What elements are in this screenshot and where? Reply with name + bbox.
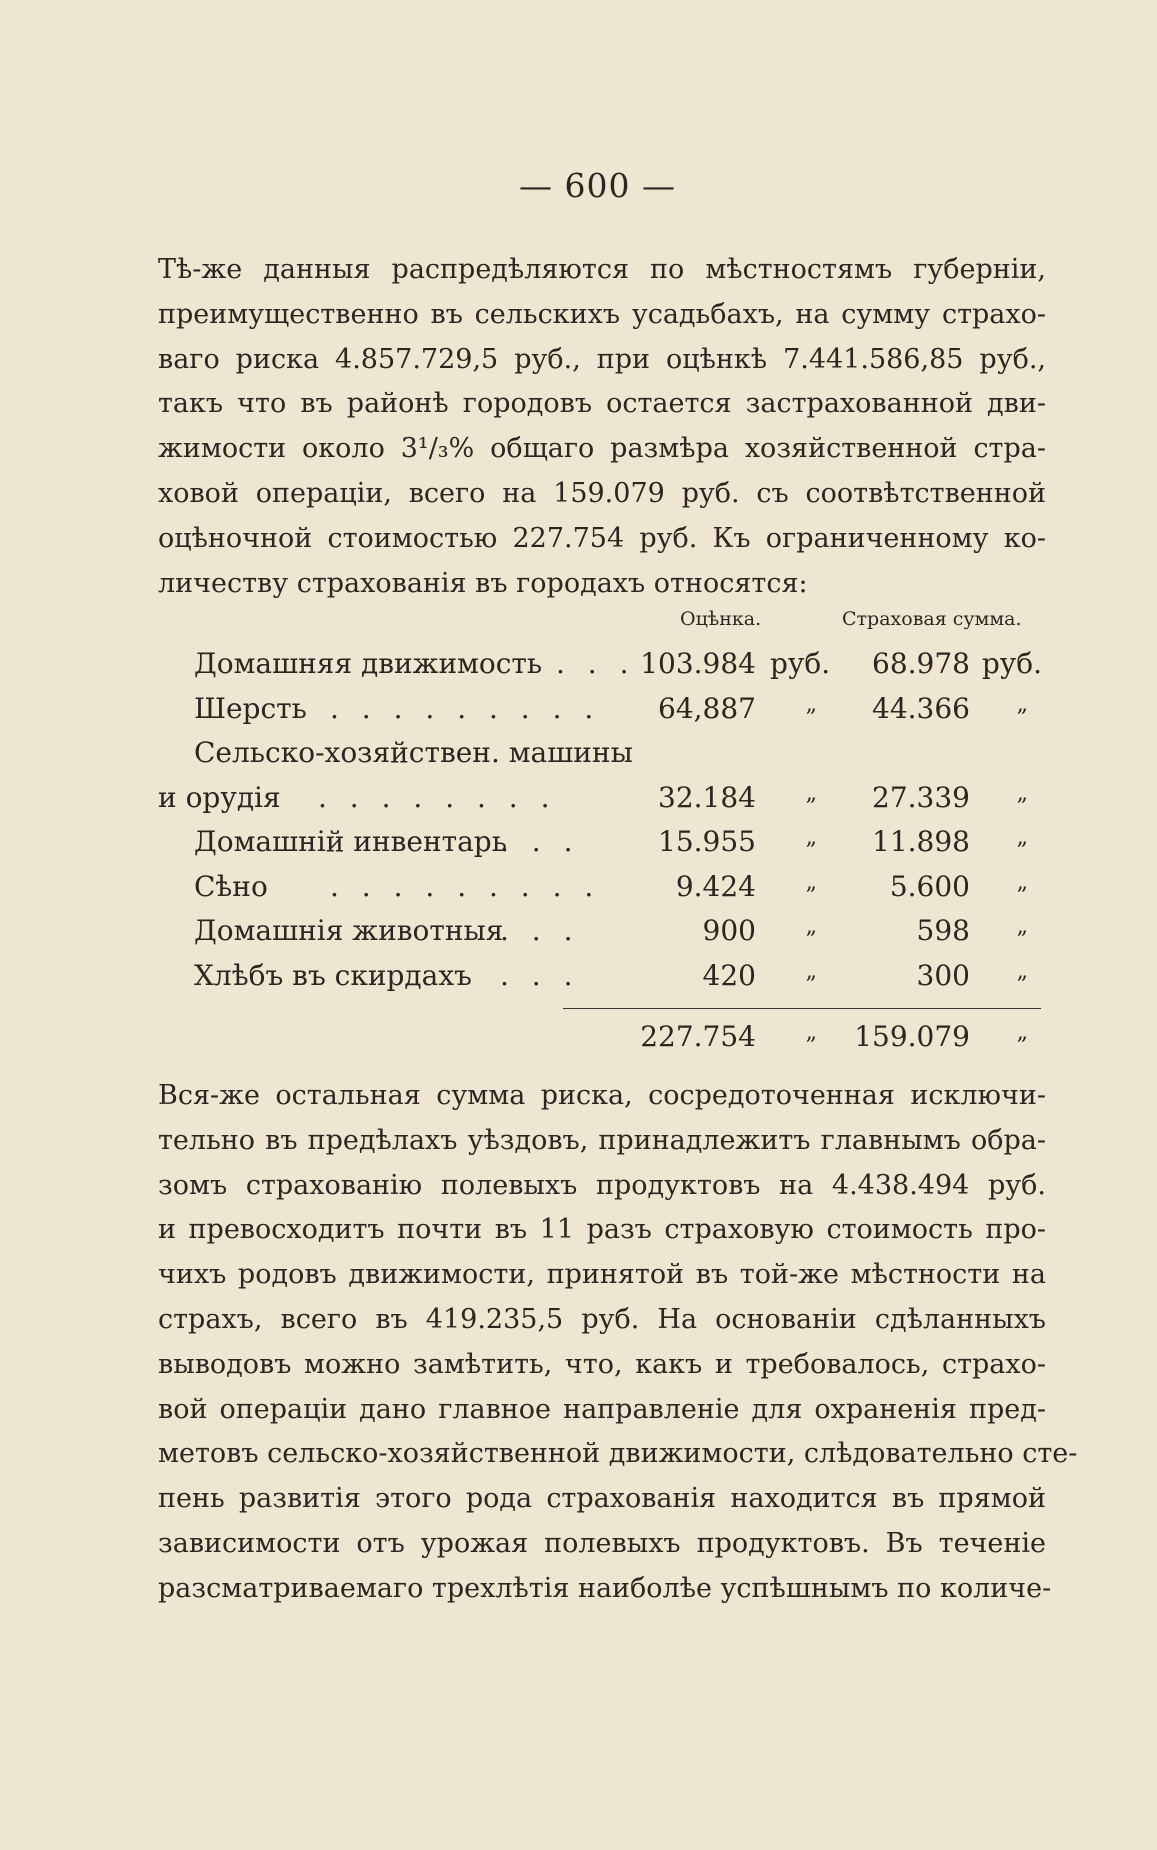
column-header-insured-sum: Страховая сумма.: [842, 608, 1022, 630]
insured-cell: 5.600: [889, 870, 970, 903]
text-line: такъ что въ районѣ городовъ остается застрахованной дви-: [158, 388, 1046, 420]
unit-cell: руб.: [770, 647, 831, 680]
ditto-mark: „: [805, 914, 817, 939]
row-label: и орудія: [158, 781, 281, 814]
ditto-mark: „: [805, 692, 817, 717]
row-dots: . . .: [556, 647, 636, 680]
ditto-mark: „: [1016, 870, 1028, 895]
text-line: жимости около 3¹/₃% общаго размѣра хозяйственной стра-: [158, 433, 1046, 465]
ditto-mark: „: [1016, 959, 1028, 984]
text-line: разсматриваемаго трехлѣтія наиболѣе успѣшнымъ по количе-: [158, 1572, 1052, 1604]
text-line: метовъ сельско-хозяйственной движимости, слѣдовательно сте-: [158, 1438, 1078, 1470]
ditto-mark: „: [805, 825, 817, 850]
ditto-mark: „: [805, 959, 817, 984]
total-rule: [563, 1008, 1041, 1009]
insured-cell: 68.978: [872, 647, 970, 680]
row-label: Шерсть: [194, 692, 307, 725]
row-dots: . . . . . . . . .: [330, 870, 601, 903]
text-line: преимущественно въ сельскихъ усадьбахъ, на сумму страхо-: [158, 298, 1046, 330]
valuation-cell: 32.184: [658, 781, 756, 814]
insured-cell: 598: [916, 914, 970, 947]
ditto-mark: „: [805, 781, 817, 806]
text-line: ваго риска 4.857.729,5 руб., при оцѣнкѣ 7.441.586,85 руб.,: [158, 343, 1046, 375]
table-row: [0, 870, 1157, 914]
text-line: зависимости отъ урожая полевыхъ продуктовъ. Въ теченіе: [158, 1527, 1046, 1559]
ditto-mark: „: [1016, 1020, 1028, 1045]
text-line: страхъ, всего въ 419.235,5 руб. На основаніи сдѣланныхъ: [158, 1303, 1046, 1335]
table-row: [0, 781, 1157, 825]
table-row: [0, 647, 1157, 691]
ditto-mark: „: [805, 870, 817, 895]
total-valuation: 227.754: [640, 1020, 756, 1053]
table-row: [0, 825, 1157, 869]
ditto-mark: „: [1016, 914, 1028, 939]
text-line: тельно въ предѣлахъ уѣздовъ, принадлежитъ главнымъ обра-: [158, 1124, 1046, 1156]
row-dots: . . .: [500, 825, 580, 858]
text-line: оцѣночной стоимостью 227.754 руб. Къ ограниченному ко-: [158, 522, 1046, 554]
row-dots: . . . . . . . .: [318, 781, 557, 814]
row-dots: . . .: [500, 959, 580, 992]
valuation-cell: 420: [702, 959, 756, 992]
text-line: чихъ родовъ движимости, принятой въ той-же мѣстности на: [158, 1259, 1046, 1291]
text-line: ховой операціи, всего на 159.079 руб. съ соотвѣтственной: [158, 477, 1046, 509]
table-row: [0, 914, 1157, 958]
row-label: Домашняя движимость: [194, 647, 543, 680]
table-total-row: [0, 1020, 1157, 1064]
paragraph-conclusion: [158, 1074, 1078, 1612]
text-line: и превосходитъ почти въ 11 разъ страховую стоимость про-: [158, 1214, 1046, 1246]
insured-cell: 300: [916, 959, 970, 992]
text-line: личеству страхованія въ городахъ относятся:: [158, 567, 808, 599]
text-line: зомъ страхованію полевыхъ продуктовъ на 4.438.494 руб.: [158, 1169, 1046, 1201]
row-dots: . . . . . . . . .: [330, 692, 601, 725]
row-label: Хлѣбъ въ скирдахъ: [194, 959, 472, 992]
valuation-cell: 9.424: [675, 870, 756, 903]
ditto-mark: „: [1016, 825, 1028, 850]
ditto-mark: „: [1016, 781, 1028, 806]
paragraph-intro: [158, 248, 1046, 606]
row-label: Сельско-хозяйствен. машины: [194, 736, 633, 769]
valuation-cell: 15.955: [658, 825, 756, 858]
text-line: Вся-же остальная сумма риска, сосредоточенная исключи-: [158, 1080, 1046, 1111]
ditto-mark: „: [805, 1020, 817, 1045]
text-line: Тѣ-же данныя распредѣляются по мѣстностямъ губерніи,: [158, 254, 1046, 285]
insured-cell: 44.366: [872, 692, 970, 725]
valuation-cell: 900: [702, 914, 756, 947]
table-row: [0, 959, 1157, 1003]
table-row: [0, 692, 1157, 736]
row-label: Домашнія животныя: [194, 914, 504, 947]
total-insured: 159.079: [854, 1020, 970, 1053]
table-row: [0, 736, 1157, 780]
text-line: пень развитія этого рода страхованія находится въ прямой: [158, 1483, 1046, 1515]
row-label: Домашній инвентарь: [194, 825, 507, 858]
text-line: выводовъ можно замѣтить, что, какъ и требовалось, страхо-: [158, 1348, 1046, 1380]
unit-cell: руб.: [981, 647, 1042, 680]
row-dots: . . .: [500, 914, 580, 947]
column-header-valuation: Оцѣнка.: [680, 608, 762, 630]
insured-cell: 27.339: [872, 781, 970, 814]
insured-cell: 11.898: [872, 825, 970, 858]
row-label: Сѣно: [194, 870, 268, 903]
ditto-mark: „: [1016, 692, 1028, 717]
page-number: — 600 —: [519, 166, 676, 205]
valuation-cell: 103.984: [640, 647, 756, 680]
valuation-cell: 64,887: [658, 692, 756, 725]
text-line: вой операціи дано главное направленіе для охраненія пред-: [158, 1393, 1046, 1425]
